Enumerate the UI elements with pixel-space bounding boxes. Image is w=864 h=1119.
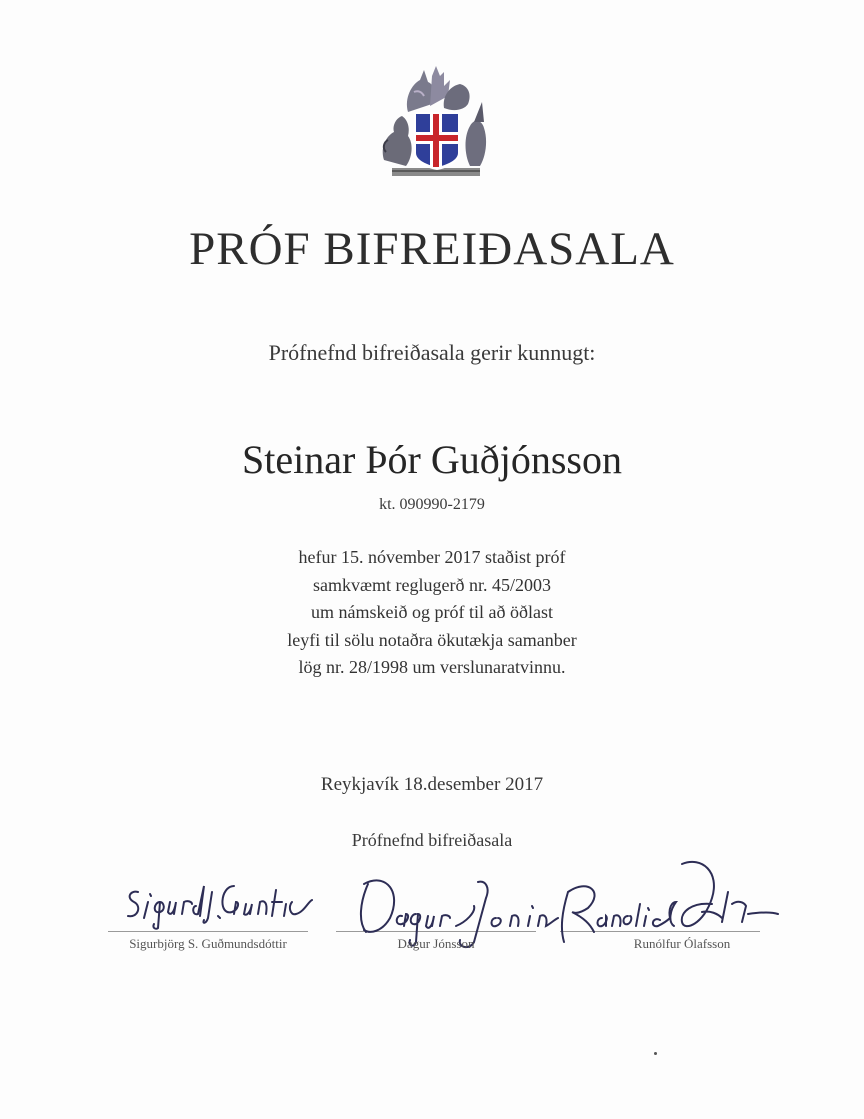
certificate-intro: Prófnefnd bifreiðasala gerir kunnugt: [268,340,596,365]
certificate-title: PRÓF BIFREIÐASALA [189,223,675,275]
signature-sigurbjorg [108,872,318,932]
place-and-date: Reykjavík 18.desember 2017 [320,774,544,795]
body-line: um námskeið og próf til að öðlast [311,602,553,622]
recipient-name: Steinar Þór Guðjónsson [242,437,622,482]
committee-name: Prófnefnd bifreiðasala [351,830,513,850]
paper-speck [654,1052,657,1055]
signatory-name: Dagur Jónsson [397,936,475,951]
icelandic-coat-of-arms-icon [378,62,494,180]
body-line: samkvæmt reglugerð nr. 45/2003 [313,574,551,595]
body-line: lög nr. 28/1998 um verslunaratvinnu. [298,657,566,677]
body-line: leyfi til sölu notaðra ökutækja samanber [287,629,577,650]
body-line: hefur 15. nóvember 2017 staðist próf [298,547,566,567]
certificate-body [0,544,864,682]
signatory-name: Runólfur Ólafsson [633,936,731,951]
signatory-name: Sigurbjörg S. Guðmundsdóttir [129,936,287,951]
recipient-kennitala: kt. 090990-2179 [379,496,485,513]
